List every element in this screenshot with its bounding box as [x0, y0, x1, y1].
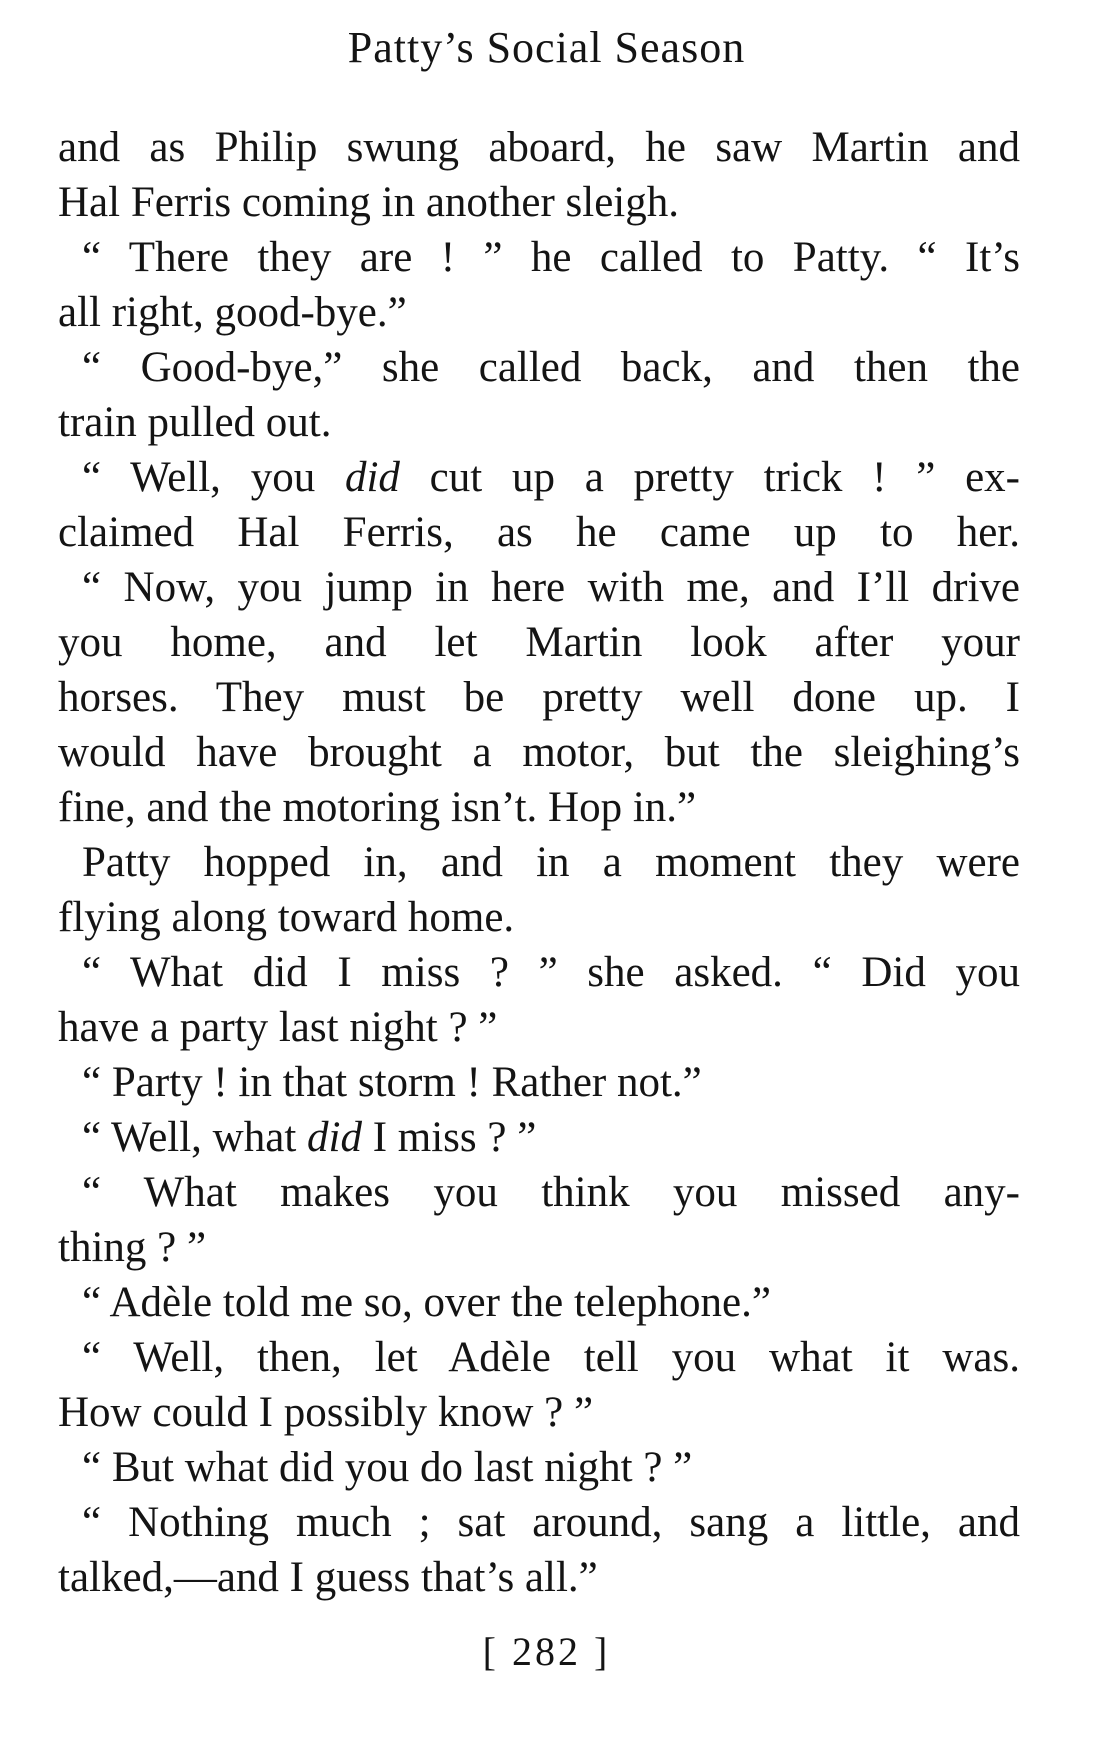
- text-line: [58, 1110, 1020, 1165]
- text-run: “ Now, you jump in here with me, and I’ll drive: [82, 564, 1020, 611]
- text-line: [58, 1385, 1020, 1440]
- text-line: [58, 1440, 1020, 1495]
- text-line: [58, 505, 1020, 560]
- text-line: [58, 1055, 1020, 1110]
- text-run: I miss ? ”: [361, 1114, 537, 1161]
- text-line: [58, 560, 1020, 615]
- text-line: [58, 1165, 1020, 1220]
- text-run: claimed Hal Ferris, as he came up to her.: [58, 509, 1020, 556]
- text-line: [58, 1000, 1020, 1055]
- text-run: “ Nothing much ; sat around, sang a little, and: [82, 1499, 1020, 1546]
- text-run: “ Well, what: [82, 1114, 308, 1161]
- text-line: [58, 835, 1020, 890]
- running-header: Patty’s Social Season: [347, 23, 746, 72]
- text-run: “ What makes you think you missed any-: [82, 1169, 1020, 1216]
- text-run: horses. They must be pretty well done up. I: [58, 674, 1020, 721]
- text-run: you home, and let Martin look after your: [58, 619, 1020, 666]
- text-run: “ Well, then, let Adèle tell you what it was.: [82, 1334, 1020, 1381]
- text-line: [58, 450, 1020, 505]
- text-line: [58, 175, 1020, 230]
- text-run: How could I possibly know ? ”: [58, 1389, 594, 1436]
- text-run: and as Philip swung aboard, he saw Martin and: [58, 124, 1020, 171]
- italic-emphasis: did: [344, 454, 400, 501]
- text-line: [58, 670, 1020, 725]
- body-text: [58, 120, 1020, 1605]
- text-run: flying along toward home.: [58, 894, 515, 941]
- page-number: [ 282 ]: [482, 1629, 611, 1674]
- text-run: Patty hopped in, and in a moment they were: [82, 839, 1020, 886]
- text-line: [58, 615, 1020, 670]
- text-line: [58, 1330, 1020, 1385]
- text-line: [58, 340, 1020, 395]
- text-run: “ Good-bye,” she called back, and then the: [82, 344, 1020, 391]
- text-line: [58, 1550, 1020, 1605]
- text-run: “ But what did you do last night ? ”: [82, 1444, 693, 1491]
- text-line: [58, 890, 1020, 945]
- text-line: [58, 1495, 1020, 1550]
- text-line: [58, 725, 1020, 780]
- italic-emphasis: did: [307, 1114, 362, 1161]
- text-run: have a party last night ? ”: [58, 1004, 498, 1051]
- text-run: cut up a pretty trick ! ” ex-: [399, 454, 1020, 501]
- text-run: fine, and the motoring isn’t. Hop in.”: [58, 784, 697, 831]
- text-run: talked,—and I guess that’s all.”: [58, 1554, 598, 1601]
- text-run: thing ? ”: [58, 1224, 207, 1271]
- text-run: train pulled out.: [58, 399, 332, 446]
- text-run: all right, good-bye.”: [58, 289, 407, 336]
- text-run: “ Adèle told me so, over the telephone.”: [82, 1279, 771, 1326]
- text-line: [58, 780, 1020, 835]
- text-run: “ There they are ! ” he called to Patty. “ It’s: [82, 234, 1020, 281]
- text-line: [58, 1275, 1020, 1330]
- text-line: [58, 120, 1020, 175]
- text-run: “ Well, you: [82, 454, 345, 501]
- text-run: Hal Ferris coming in another sleigh.: [58, 179, 679, 226]
- text-line: [58, 395, 1020, 450]
- text-run: “ What did I miss ? ” she asked. “ Did you: [82, 949, 1020, 996]
- text-line: [58, 285, 1020, 340]
- text-run: would have brought a motor, but the sleighing’s: [58, 729, 1020, 776]
- text-run: “ Party ! in that storm ! Rather not.”: [82, 1059, 702, 1106]
- text-line: [58, 945, 1020, 1000]
- text-line: [58, 230, 1020, 285]
- text-line: [58, 1220, 1020, 1275]
